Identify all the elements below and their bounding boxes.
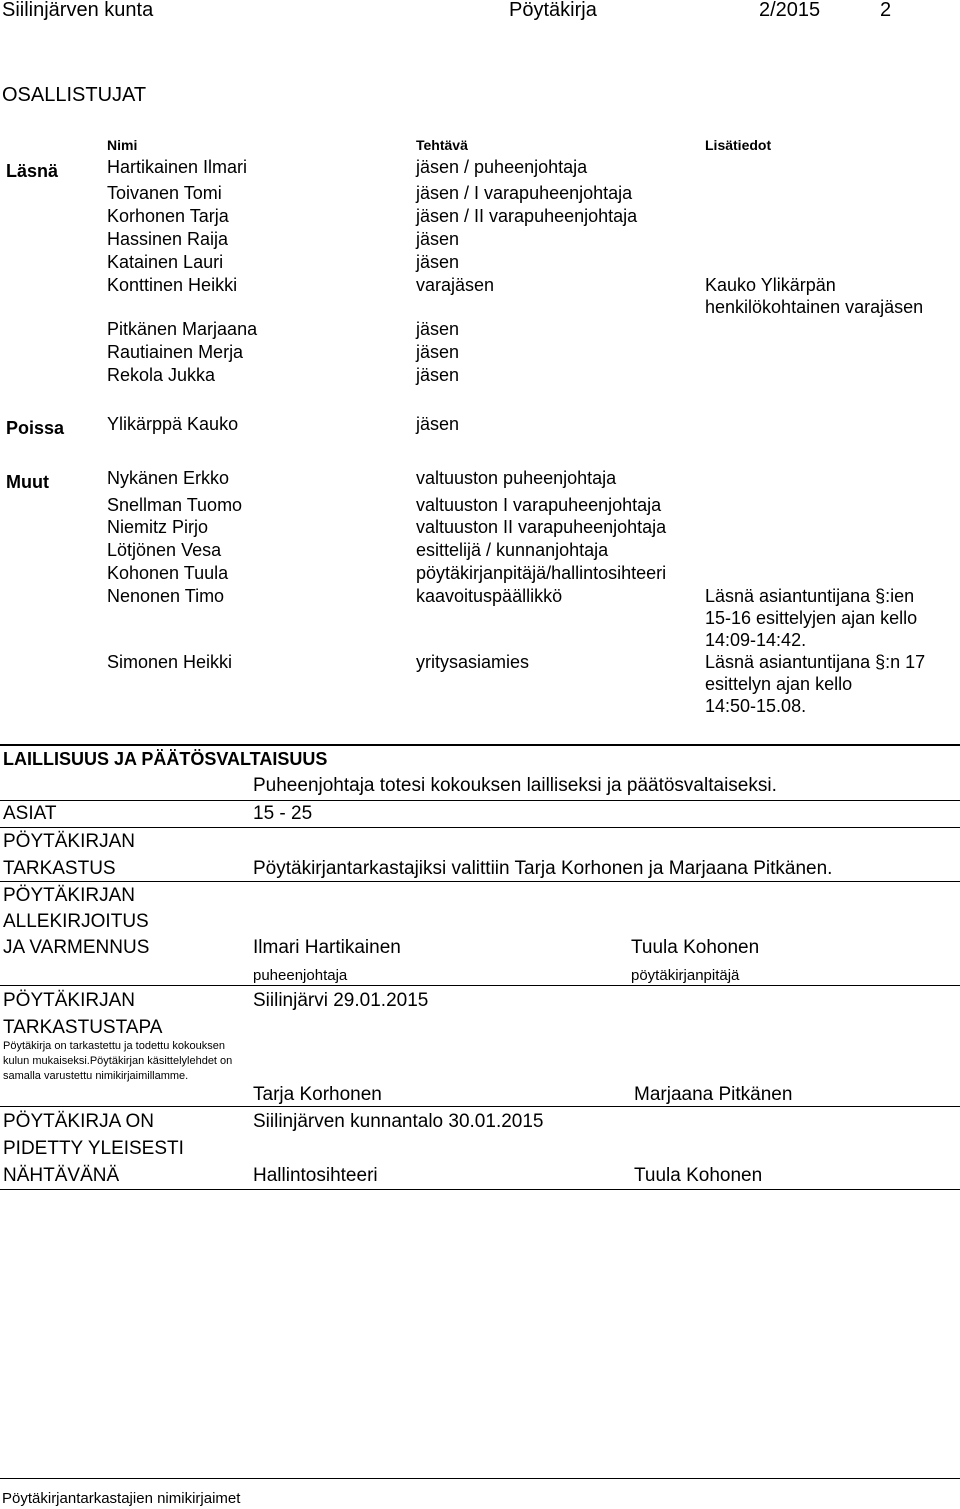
participant-role: jäsen	[416, 414, 460, 434]
participant-name: Rautiainen Merja	[107, 342, 244, 362]
participant-name: Korhonen Tarja	[107, 206, 229, 226]
section-divider	[0, 881, 960, 882]
participant-role: valtuuston puheenjohtaja	[416, 468, 617, 488]
footer-text: Pöytäkirjantarkastajien nimikirjaimet	[2, 1490, 241, 1507]
participant-role: jäsen	[416, 342, 460, 362]
section-divider	[0, 1106, 960, 1107]
participant-name: Katainen Lauri	[107, 252, 224, 272]
participant-role: valtuuston II varapuheenjohtaja	[416, 517, 667, 537]
review-label: PÖYTÄKIRJAN	[3, 831, 135, 852]
public-place-date: Siilinjärven kunnantalo 30.01.2015	[253, 1111, 544, 1132]
chair-name: Ilmari Hartikainen	[253, 937, 401, 958]
page-number: 2	[880, 0, 892, 21]
column-header-info: Lisätiedot	[705, 137, 772, 153]
chair-title: puheenjohtaja	[253, 967, 348, 984]
review-text: Pöytäkirjantarkastajiksi valittiin Tarja Korhonen ja Marjaana Pitkänen.	[253, 858, 833, 879]
participant-role: jäsen	[416, 319, 460, 339]
section-divider	[0, 744, 960, 746]
matters-label: ASIAT	[3, 803, 57, 824]
official-title: Hallintosihteeri	[253, 1165, 378, 1186]
participant-role: jäsen	[416, 229, 460, 249]
absent-label: Poissa	[6, 418, 65, 438]
signature-label: JA VARMENNUS	[3, 937, 150, 958]
participant-name: Simonen Heikki	[107, 652, 233, 672]
public-label: PIDETTY YLEISESTI	[3, 1138, 184, 1159]
document-type: Pöytäkirja	[509, 0, 597, 21]
participants-title: OSALLISTUJAT	[2, 84, 147, 106]
participant-info: 14:09-14:42.	[705, 630, 807, 650]
participant-role: jäsen	[416, 252, 460, 272]
participant-role: yritysasiamies	[416, 652, 530, 672]
public-label: PÖYTÄKIRJA ON	[3, 1111, 154, 1132]
participant-name: Rekola Jukka	[107, 365, 216, 385]
legality-text: Puheenjohtaja totesi kokouksen lailliseksi ja päätösvaltaiseksi.	[253, 775, 777, 796]
official-name: Tuula Kohonen	[634, 1165, 763, 1186]
participant-info: 15-16 esittelyjen ajan kello	[705, 608, 918, 628]
participant-role: pöytäkirjanpitäjä/hallintosihteeri	[416, 563, 667, 583]
participant-name: Konttinen Heikki	[107, 275, 238, 295]
municipality-name: Siilinjärven kunta	[2, 0, 154, 21]
participant-role: jäsen / puheenjohtaja	[416, 157, 588, 177]
column-header-role: Tehtävä	[416, 137, 468, 153]
participant-info: 14:50-15.08.	[705, 696, 807, 716]
participant-info: esittelyn ajan kello	[705, 674, 853, 694]
section-divider	[0, 985, 960, 986]
participant-info: Läsnä asiantuntijana §:ien	[705, 586, 915, 606]
signature-label: PÖYTÄKIRJAN	[3, 885, 135, 906]
participant-info: Läsnä asiantuntijana §:n 17	[705, 652, 926, 672]
participant-info: henkilökohtainen varajäsen	[705, 297, 924, 317]
participant-role: jäsen / II varapuheenjohtaja	[416, 206, 638, 226]
review-note: kulun mukaiseksi.Pöytäkirjan käsittelylehdet on	[3, 1055, 233, 1067]
participant-role: kaavoituspäällikkö	[416, 586, 563, 606]
review-place-date: Siilinjärvi 29.01.2015	[253, 990, 429, 1011]
secretary-name: Tuula Kohonen	[631, 937, 760, 958]
secretary-title: pöytäkirjanpitäjä	[631, 967, 740, 984]
review-note: samalla varustettu nimikirjaimillamme.	[3, 1070, 189, 1082]
participant-name: Hartikainen Ilmari	[107, 157, 248, 177]
review-label: TARKASTUS	[3, 858, 116, 879]
reviewer-name: Tarja Korhonen	[253, 1084, 382, 1105]
participant-name: Ylikärppä Kauko	[107, 414, 239, 434]
participant-name: Kohonen Tuula	[107, 563, 229, 583]
participant-name: Pitkänen Marjaana	[107, 319, 258, 339]
participant-name: Snellman Tuomo	[107, 495, 243, 515]
column-header-name: Nimi	[107, 137, 138, 153]
participant-name: Lötjönen Vesa	[107, 540, 222, 560]
others-label: Muut	[6, 472, 49, 492]
legality-title: LAILLISUUS JA PÄÄTÖSVALTAISUUS	[3, 749, 328, 769]
participant-info: Kauko Ylikärpän	[705, 275, 836, 295]
reviewer-name: Marjaana Pitkänen	[634, 1084, 793, 1105]
review-method-label: PÖYTÄKIRJAN	[3, 990, 135, 1011]
document-number: 2/2015	[759, 0, 821, 21]
section-divider	[0, 827, 960, 828]
section-divider	[0, 800, 960, 801]
participant-role: esittelijä / kunnanjohtaja	[416, 540, 609, 560]
public-label: NÄHTÄVÄNÄ	[3, 1165, 120, 1186]
participant-name: Nykänen Erkko	[107, 468, 230, 488]
signature-label: ALLEKIRJOITUS	[3, 911, 149, 932]
participant-name: Toivanen Tomi	[107, 183, 222, 203]
participant-name: Hassinen Raija	[107, 229, 229, 249]
review-method-label: TARKASTUSTAPA	[3, 1017, 163, 1038]
participant-role: jäsen	[416, 365, 460, 385]
footer-divider	[0, 1478, 960, 1479]
participant-role: valtuuston I varapuheenjohtaja	[416, 495, 662, 515]
participant-name: Nenonen Timo	[107, 586, 225, 606]
present-label: Läsnä	[6, 161, 59, 181]
matters-value: 15 - 25	[253, 803, 313, 824]
review-note: Pöytäkirja on tarkastettu ja todettu kokouksen	[3, 1040, 225, 1052]
participant-name: Niemitz Pirjo	[107, 517, 209, 537]
participant-role: jäsen / I varapuheenjohtaja	[416, 183, 633, 203]
section-divider	[0, 1189, 960, 1190]
participant-role: varajäsen	[416, 275, 495, 295]
